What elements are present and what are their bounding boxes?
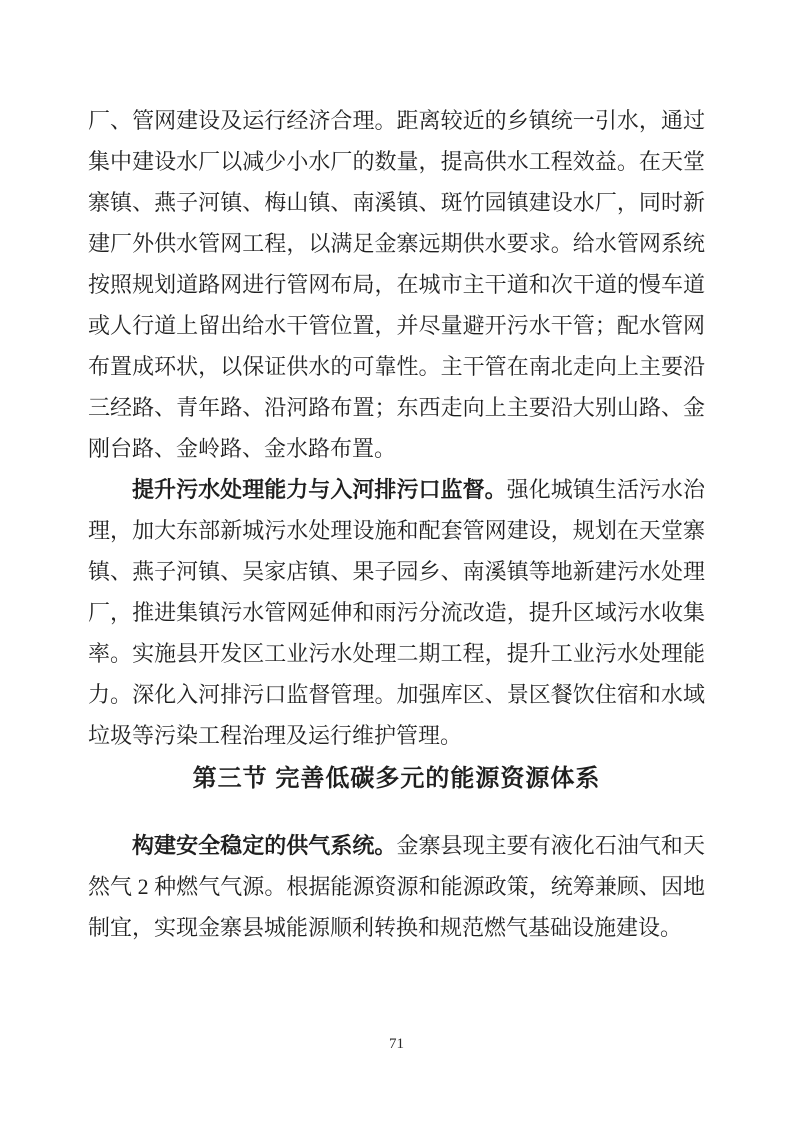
- text-line: [88, 387, 705, 428]
- paragraph-sewage-treatment: [88, 469, 705, 756]
- body-text: 布置成环状，以保证供水的可靠性。主干管在南北走向上主要沿: [88, 354, 705, 379]
- text-line: [88, 223, 705, 264]
- body-text: 镇、燕子河镇、吴家店镇、果子园乡、南溪镇等地新建污水处理: [88, 559, 705, 584]
- text-line: [88, 551, 705, 592]
- body-text: 厂，推进集镇污水管网延伸和雨污分流改造，提升区域污水收集: [88, 600, 705, 625]
- text-line: [88, 346, 705, 387]
- bold-lead-text: 提升污水处理能力与入河排污口监督。: [132, 477, 507, 502]
- text-line: [88, 825, 705, 866]
- paragraph-water-supply-network: [88, 100, 705, 469]
- body-text: 强化城镇生活污水治: [506, 477, 705, 502]
- body-text: 建厂外供水管网工程，以满足金寨远期供水要求。给水管网系统: [88, 231, 705, 256]
- text-line: [88, 510, 705, 551]
- text-line: [88, 633, 705, 674]
- body-text: 制宜，实现金寨县城能源顺利转换和规范燃气基础设施建设。: [88, 915, 683, 940]
- page-number: 71: [389, 1036, 404, 1052]
- body-text: 集中建设水厂以减少小水厂的数量，提高供水工程效益。在天堂: [88, 149, 705, 174]
- text-line: [88, 469, 705, 510]
- text-line: [88, 907, 705, 948]
- body-text: 率。实施县开发区工业污水处理二期工程，提升工业污水处理能: [88, 641, 705, 666]
- text-line: [88, 141, 705, 182]
- text-line: [88, 305, 705, 346]
- text-line: [88, 866, 705, 907]
- paragraph-gas-supply-system: [88, 825, 705, 948]
- body-text: 理，加大东部新城污水处理设施和配套管网建设，规划在天堂寨: [88, 518, 705, 543]
- body-text: 刚台路、金岭路、金水路布置。: [88, 436, 397, 461]
- text-line: [88, 715, 705, 756]
- text-line: [88, 100, 705, 141]
- text-line: [88, 428, 705, 469]
- text-line: [88, 592, 705, 633]
- body-text: 金寨县现主要有液化石油气和天: [396, 833, 705, 858]
- bold-lead-text: 构建安全稳定的供气系统。: [132, 833, 397, 858]
- body-text: 力。深化入河排污口监督管理。加强库区、景区餐饮住宿和水域: [88, 682, 705, 707]
- body-text: 然气 2 种燃气气源。根据能源资源和能源政策，统筹兼顾、因地: [88, 874, 705, 899]
- text-line: [88, 264, 705, 305]
- body-text: 按照规划道路网进行管网布局，在城市主干道和次干道的慢车道: [88, 272, 705, 297]
- body-text: 或人行道上留出给水干管位置，并尽量避开污水干管；配水管网: [88, 313, 705, 338]
- page-body: [88, 100, 705, 948]
- body-text: 垃圾等污染工程治理及运行维护管理。: [88, 723, 463, 748]
- body-text: 寨镇、燕子河镇、梅山镇、南溪镇、斑竹园镇建设水厂，同时新: [88, 190, 705, 215]
- body-text: 厂、管网建设及运行经济合理。距离较近的乡镇统一引水，通过: [88, 108, 705, 133]
- text-line: [88, 182, 705, 223]
- body-text: 三经路、青年路、沿河路布置；东西走向上主要沿大别山路、金: [88, 395, 705, 420]
- section-heading: 第三节 完善低碳多元的能源资源体系: [192, 765, 601, 792]
- text-line: [88, 674, 705, 715]
